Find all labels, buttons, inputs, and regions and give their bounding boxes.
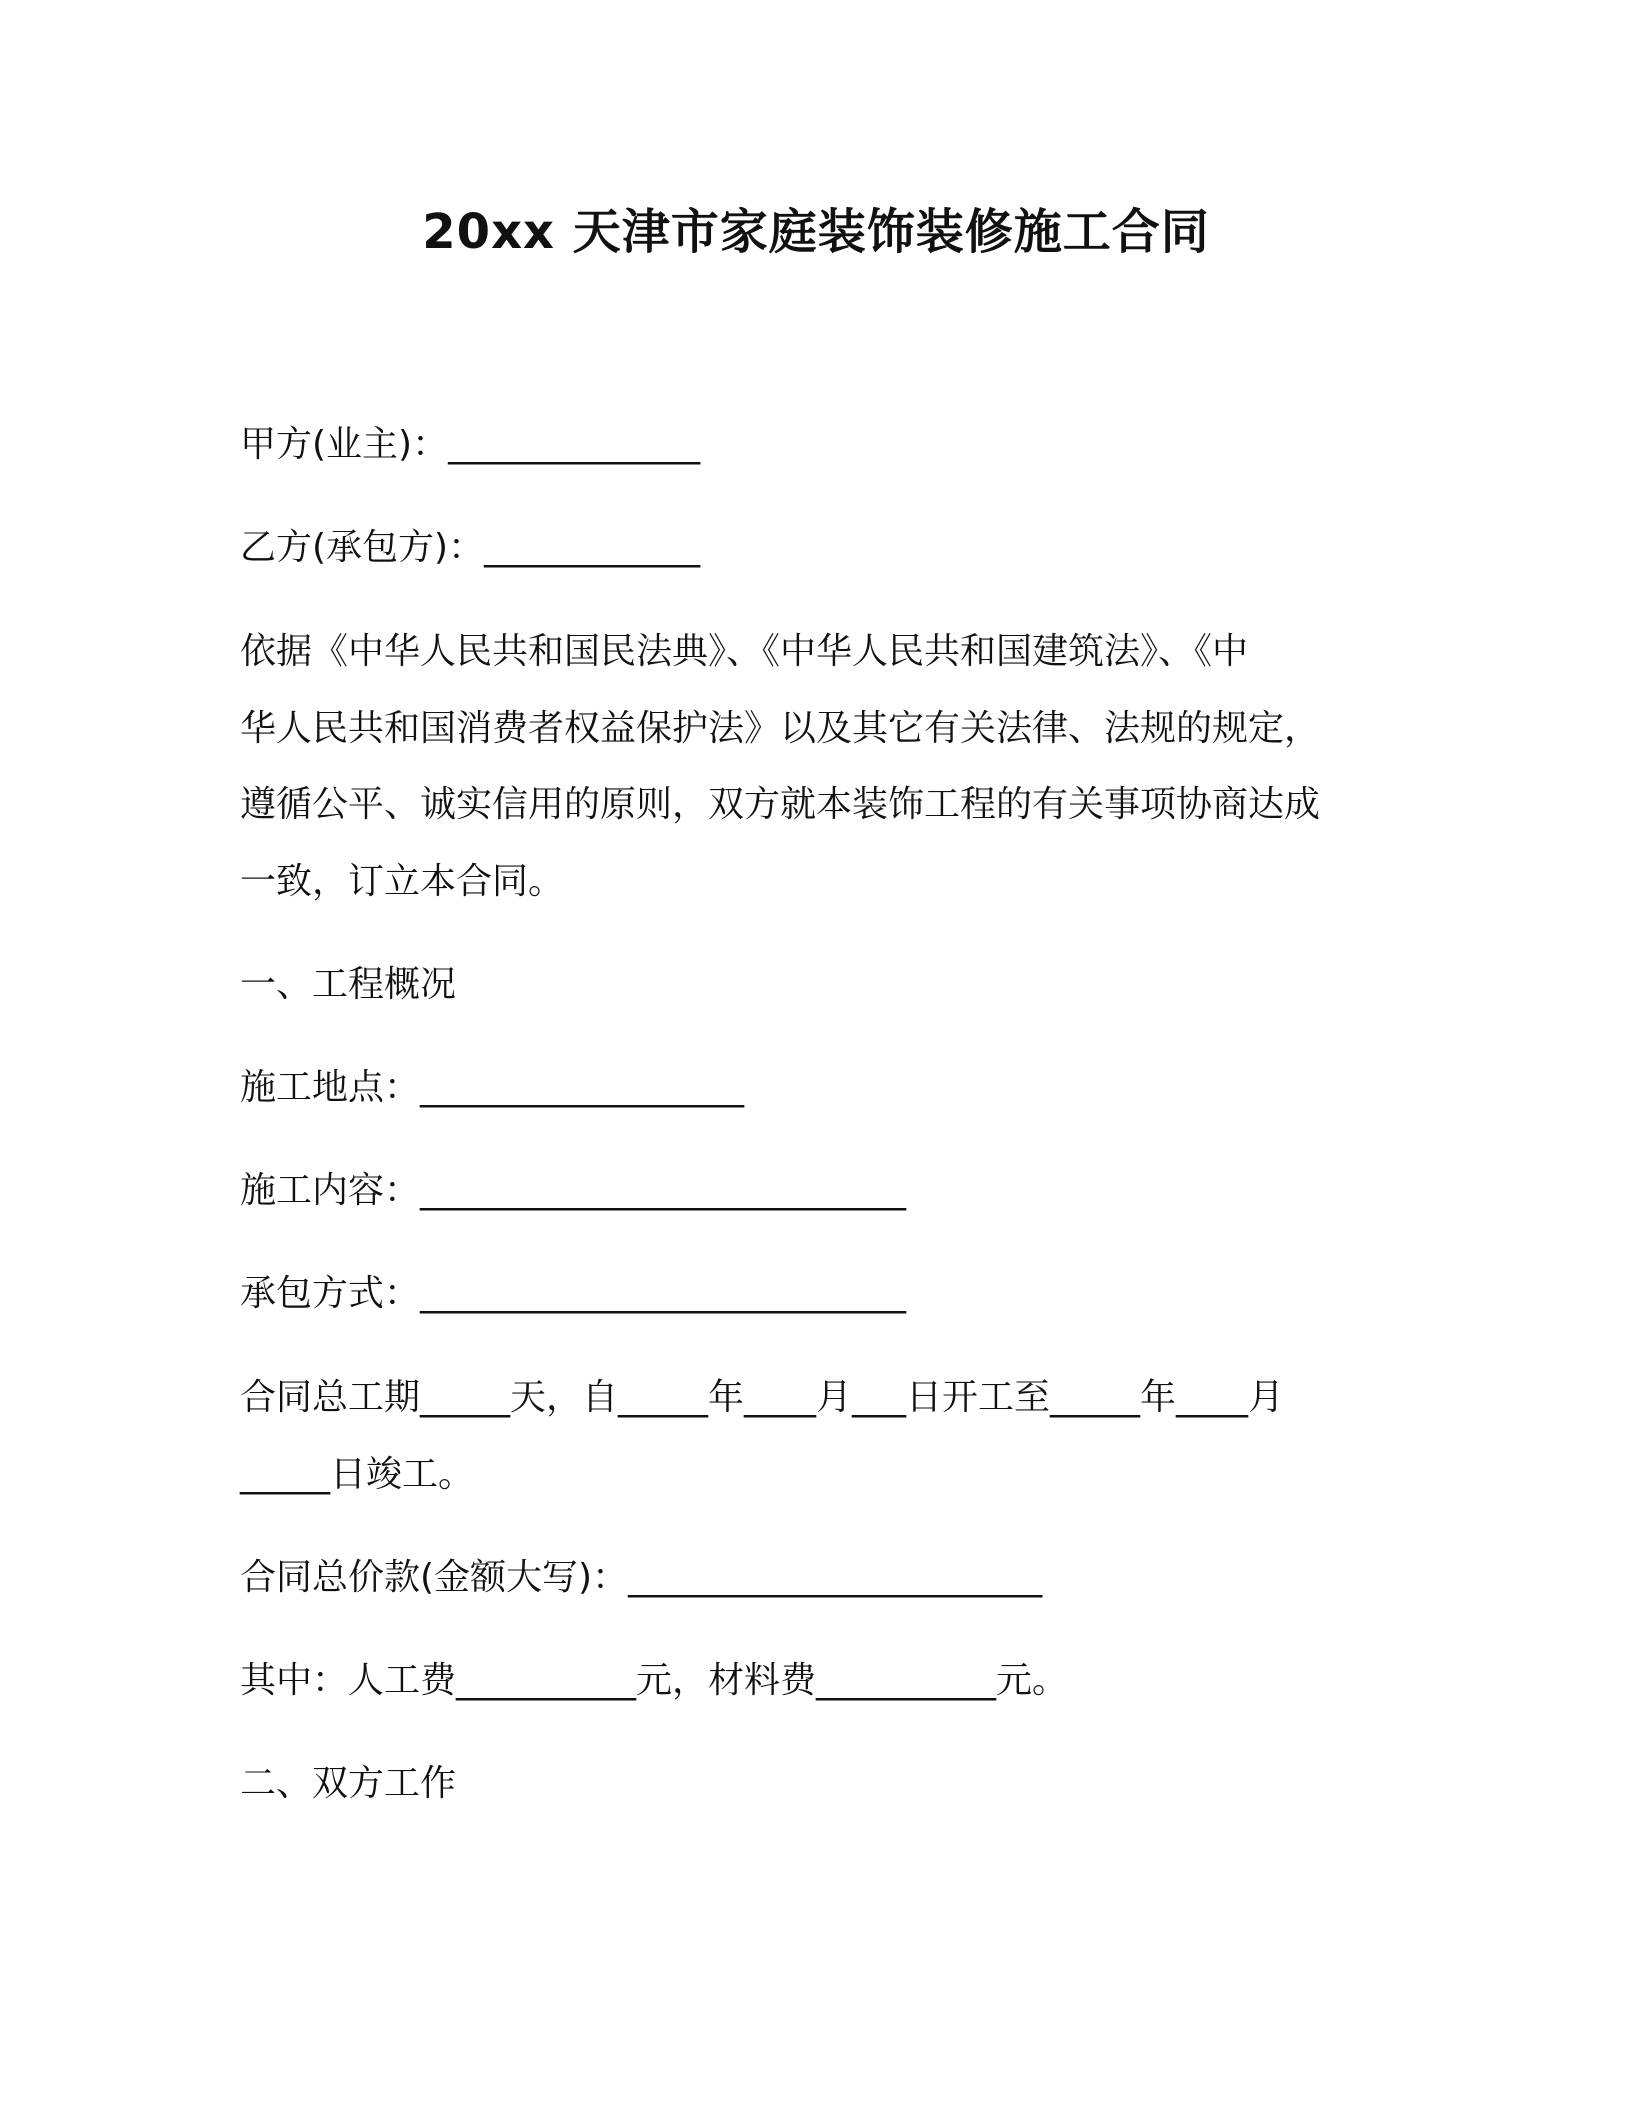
- contract-method-line: 承包方式：___________________________: [240, 1273, 907, 1314]
- section-heading-duties: 二、双方工作: [240, 1763, 457, 1804]
- document-title: 20xx 天津市家庭装饰装修施工合同: [422, 204, 1210, 260]
- party-a-line: 甲方(业主)：______________: [240, 424, 701, 465]
- price-breakdown-line: 其中：人工费__________元，材料费__________元。: [240, 1660, 1069, 1701]
- party-b-line: 乙方(承包方)：____________: [240, 527, 701, 568]
- preamble-line-2: 华人民共和国消费者权益保护法》以及其它有关法律、法规的规定，: [240, 708, 1321, 749]
- section-heading-overview: 一、工程概况: [240, 964, 457, 1005]
- duration-line-2: _____日竣工。: [240, 1454, 475, 1495]
- preamble-line-4: 一致，订立本合同。: [240, 861, 565, 902]
- site-line: 施工地点：__________________: [240, 1067, 745, 1108]
- duration-line-1: 合同总工期_____天，自_____年____月___日开工至_____年____月: [240, 1377, 1285, 1418]
- content-line: 施工内容：___________________________: [240, 1170, 907, 1211]
- preamble-line-3: 遵循公平、诚实信用的原则，双方就本装饰工程的有关事项协商达成: [240, 784, 1321, 825]
- preamble-line-1: 依据《中华人民共和国民法典》、《中华人民共和国建筑法》、《中: [240, 631, 1249, 672]
- total-price-line: 合同总价款(金额大写)：_______________________: [240, 1557, 1043, 1598]
